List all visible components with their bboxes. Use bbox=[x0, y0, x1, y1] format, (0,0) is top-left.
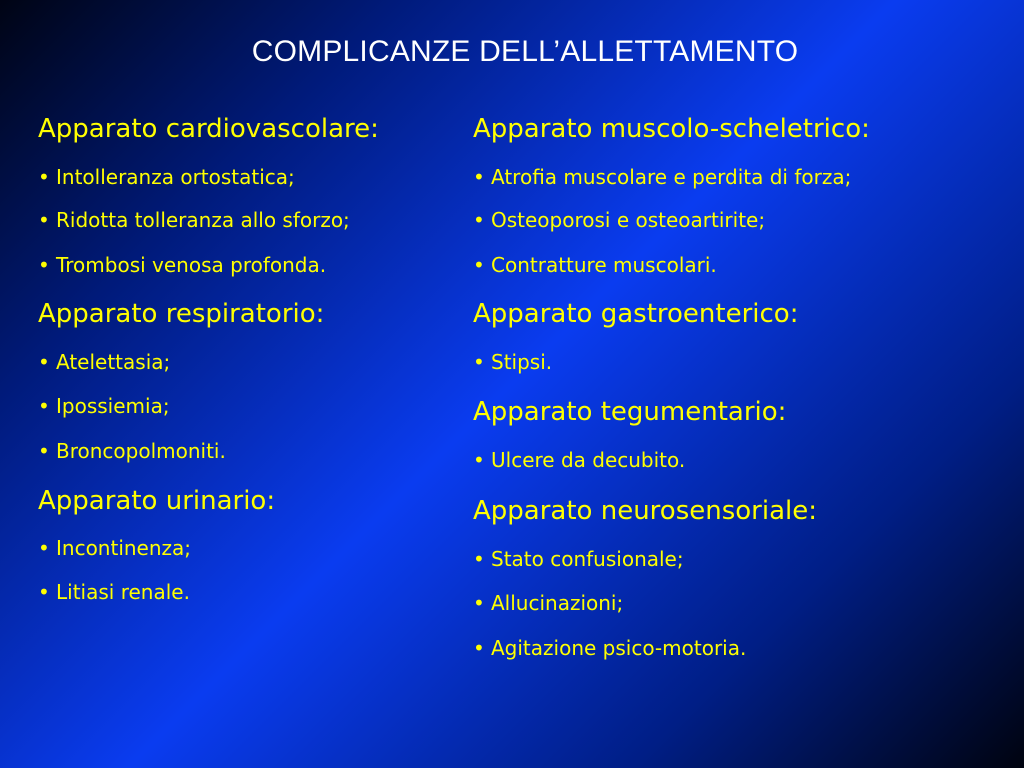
list-item bbox=[38, 251, 326, 279]
section-heading-cardiovascular: Apparato cardiovascolare: bbox=[38, 114, 379, 144]
bullet-icon: • bbox=[473, 165, 485, 189]
bullet-icon: • bbox=[38, 253, 50, 277]
list-item-text: Allucinazioni; bbox=[491, 591, 624, 615]
bullet-icon: • bbox=[473, 253, 485, 277]
list-item-text: Intolleranza ortostatica; bbox=[56, 165, 295, 189]
list-item bbox=[473, 545, 684, 573]
slide-title: COMPLICANZE DELL’ALLETTAMENTO bbox=[251, 35, 799, 68]
list-item bbox=[38, 437, 226, 465]
list-item bbox=[38, 392, 170, 420]
list-item-text: Contratture muscolari. bbox=[491, 253, 717, 277]
bullet-icon: • bbox=[473, 636, 485, 660]
bullet-icon: • bbox=[473, 591, 485, 615]
bullet-icon: • bbox=[473, 547, 485, 571]
bullet-icon: • bbox=[473, 350, 485, 374]
bullet-icon: • bbox=[38, 208, 50, 232]
list-item-text: Incontinenza; bbox=[56, 536, 192, 560]
section-heading-neurosensory: Apparato neurosensoriale: bbox=[473, 496, 817, 526]
list-item-text: Stato confusionale; bbox=[491, 547, 684, 571]
list-item bbox=[473, 446, 685, 474]
list-item-text: Atelettasia; bbox=[56, 350, 171, 374]
list-item-text: Osteoporosi e osteoartirite; bbox=[491, 208, 766, 232]
list-item bbox=[473, 206, 765, 234]
list-item bbox=[38, 534, 191, 562]
bullet-icon: • bbox=[38, 165, 50, 189]
list-item bbox=[473, 589, 623, 617]
list-item-text: Ipossiemia; bbox=[56, 394, 170, 418]
section-heading-integumentary: Apparato tegumentario: bbox=[473, 397, 787, 427]
list-item bbox=[38, 163, 295, 191]
list-item-text: Atrofia muscolare e perdita di forza; bbox=[491, 165, 852, 189]
list-item-text: Broncopolmoniti. bbox=[56, 439, 226, 463]
list-item-text: Ridotta tolleranza allo sforzo; bbox=[56, 208, 350, 232]
list-item bbox=[38, 348, 170, 376]
bullet-icon: • bbox=[38, 394, 50, 418]
list-item-text: Ulcere da decubito. bbox=[491, 448, 686, 472]
bullet-icon: • bbox=[38, 536, 50, 560]
section-heading-respiratory: Apparato respiratorio: bbox=[38, 299, 325, 329]
bullet-icon: • bbox=[38, 439, 50, 463]
list-item bbox=[473, 348, 552, 376]
list-item-text: Agitazione psico-motoria. bbox=[491, 636, 747, 660]
section-heading-urinary: Apparato urinario: bbox=[38, 486, 276, 516]
bullet-icon: • bbox=[473, 448, 485, 472]
list-item bbox=[38, 578, 190, 606]
list-item-text: Trombosi venosa profonda. bbox=[56, 253, 327, 277]
section-heading-musculoskeletal: Apparato muscolo-scheletrico: bbox=[473, 114, 870, 144]
list-item bbox=[473, 251, 717, 279]
bullet-icon: • bbox=[38, 350, 50, 374]
list-item bbox=[473, 634, 746, 662]
list-item-text: Stipsi. bbox=[491, 350, 553, 374]
list-item bbox=[473, 163, 851, 191]
list-item-text: Litiasi renale. bbox=[56, 580, 190, 604]
bullet-icon: • bbox=[38, 580, 50, 604]
bullet-icon: • bbox=[473, 208, 485, 232]
section-heading-gastroenteric: Apparato gastroenterico: bbox=[473, 299, 799, 329]
list-item bbox=[38, 206, 350, 234]
